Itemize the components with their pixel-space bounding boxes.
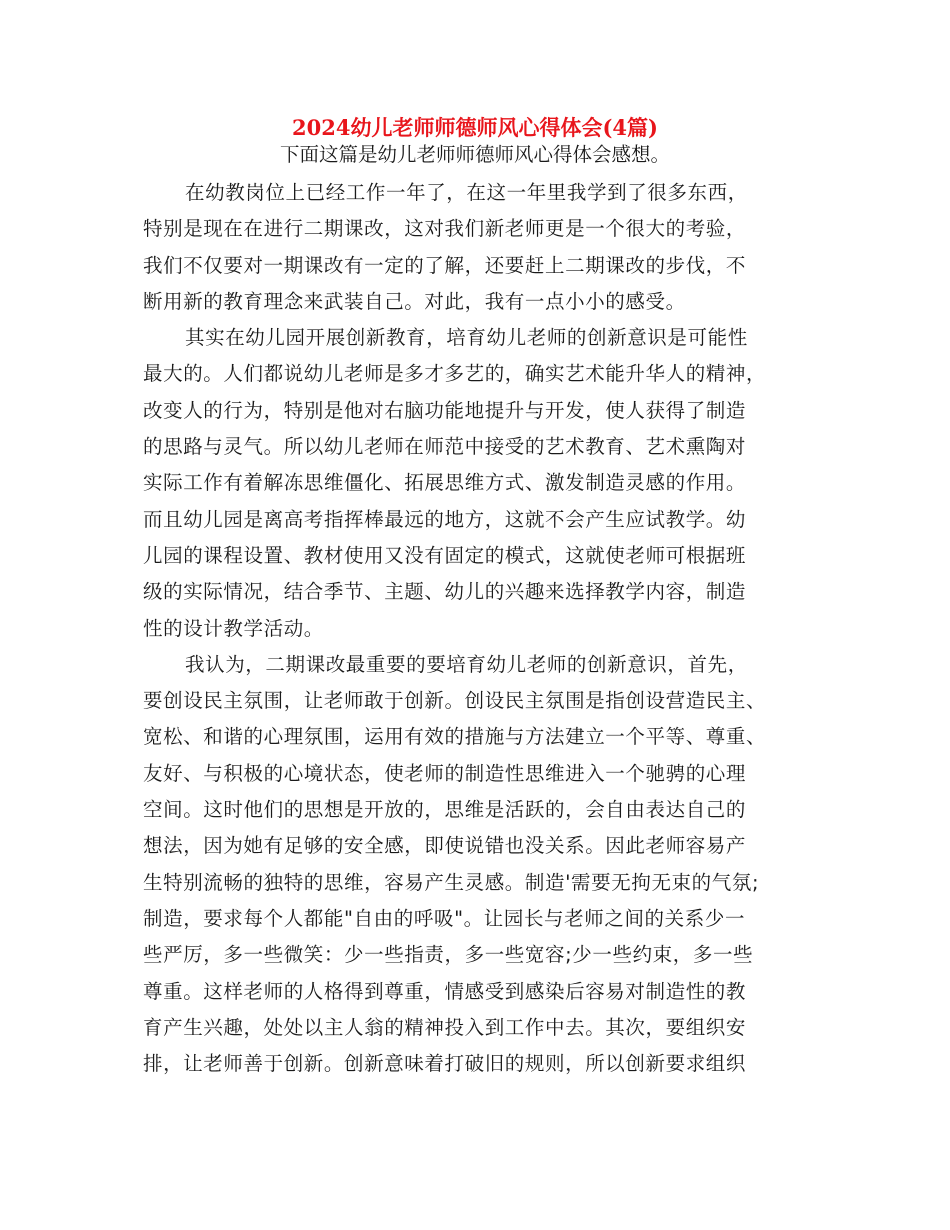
text-line: 友好、与积极的心境状态，使老师的制造性思维进入一个驰骋的心理	[143, 761, 747, 785]
text-line: 育产生兴趣，处处以主人翁的精神投入到工作中去。其次，要组织安	[143, 1015, 747, 1039]
text-line: 级的实际情况，结合季节、主题、幼儿的兴趣来选择教学内容，制造	[143, 580, 747, 604]
text-line: 空间。这时他们的思想是开放的，思维是活跃的，会自由表达自己的	[143, 798, 747, 822]
text-line: 其实在幼儿园开展创新教育，培育幼儿老师的创新意识是可能性	[185, 326, 748, 350]
text-line: 些严厉，多一些微笑：少一些指责，多一些宽容;少一些约束，多一些	[143, 943, 754, 967]
document-body	[143, 175, 823, 1082]
document-title: 2024幼儿老师师德师风心得体会(4篇)	[292, 115, 658, 140]
text-line: 而且幼儿园是离高考指挥棒最远的地方，这就不会产生应试教学。幼	[143, 507, 747, 531]
text-line: 儿园的课程设置、教材使用又没有固定的模式，这就使老师可根据班	[143, 543, 747, 567]
text-line: 生特别流畅的独特的思维，容易产生灵感。制造'需要无拘无束的气氛;	[143, 870, 760, 894]
document-subtitle: 下面这篇是幼儿老师师德师风心得体会感想。	[279, 143, 670, 166]
text-line: 我们不仅要对一期课改有一定的了解，还要赶上二期课改的步伐，不	[143, 253, 747, 277]
text-line: 最大的。人们都说幼儿老师是多才多艺的，确实艺术能升华人的精神，	[143, 362, 767, 386]
text-line: 排，让老师善于创新。创新意味着打破旧的规则，所以创新要求组织	[143, 1052, 747, 1076]
text-line: 我认为，二期课改最重要的要培育幼儿老师的创新意识，首先，	[185, 652, 748, 676]
text-line: 实际工作有着解冻思维僵化、拓展思维方式、激发制造灵感的作用。	[143, 471, 747, 495]
text-line: 性的设计教学活动。	[143, 616, 324, 640]
text-line: 改变人的行为，特别是他对右脑功能地提升与开发，使人获得了制造	[143, 398, 747, 422]
text-line: 要创设民主氛围，让老师敢于创新。创设民主氛围是指创设营造民主、	[143, 689, 767, 713]
text-line: 断用新的教育理念来武装自己。对此，我有一点小小的感受。	[143, 289, 686, 313]
text-line: 尊重。这样老师的人格得到尊重，情感受到感染后容易对制造性的教	[143, 979, 747, 1003]
text-line: 的思路与灵气。所以幼儿老师在师范中接受的艺术教育、艺术熏陶对	[143, 435, 747, 459]
text-line: 宽松、和谐的心理氛围，运用有效的措施与方法建立一个平等、尊重、	[143, 725, 767, 749]
text-line: 在幼教岗位上已经工作一年了，在这一年里我学到了很多东西，	[185, 181, 748, 204]
text-line: 特别是现在在进行二期课改，这对我们新老师更是一个很大的考验，	[143, 217, 747, 241]
text-line: 制造，要求每个人都能"自由的呼吸"。让园长与老师之间的关系少一	[143, 906, 746, 930]
text-line: 想法，因为她有足够的安全感，即使说错也没关系。因此老师容易产	[143, 834, 747, 858]
